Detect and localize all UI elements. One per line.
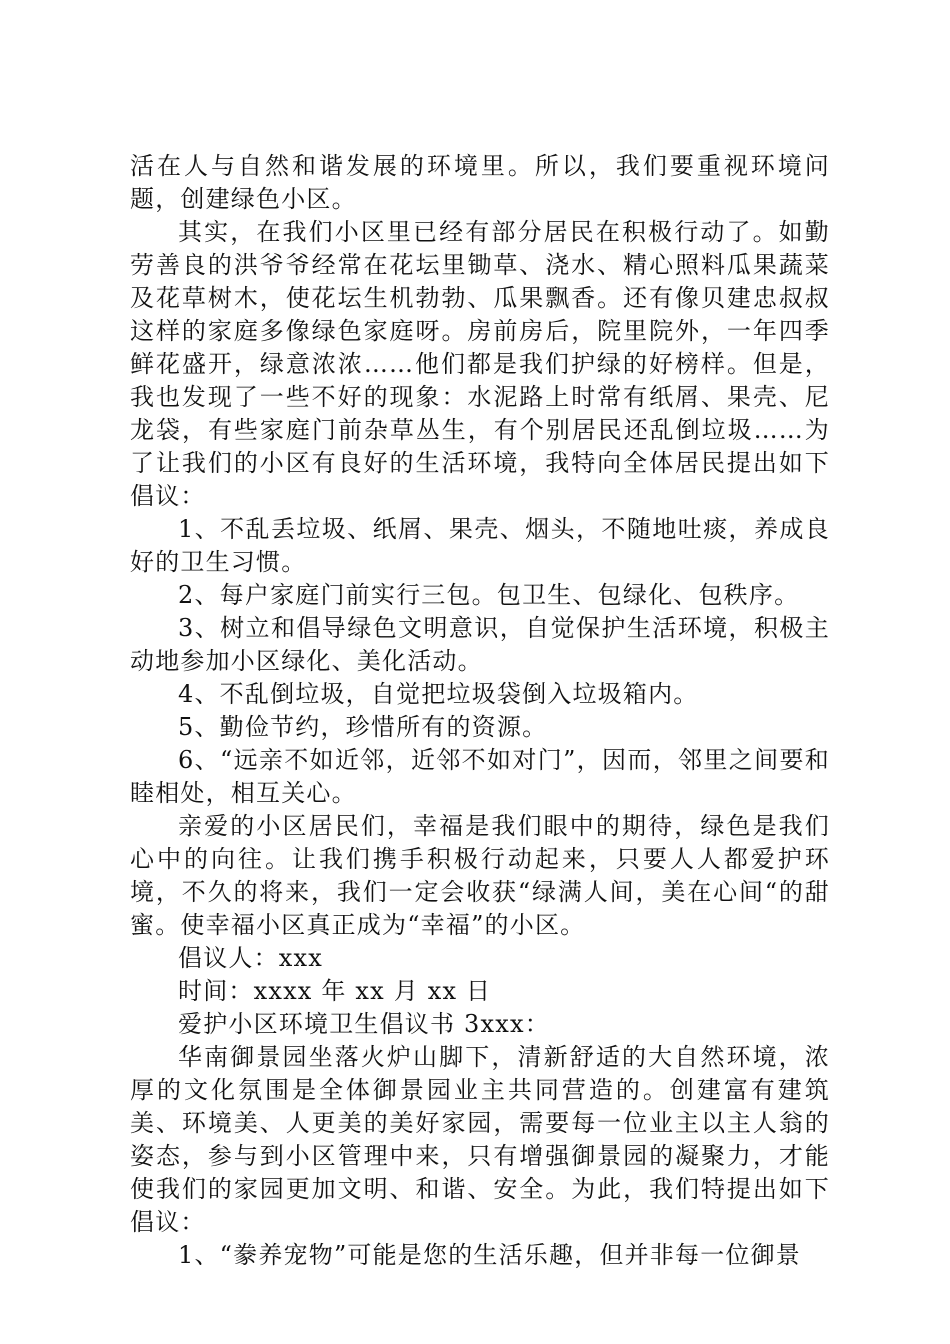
paragraph-closing: 亲爱的小区居民们，幸福是我们眼中的期待，绿色是我们心中的向往。让我们携手积极行动起来，只要人人都爱护环境，不久的将来，我们一定会收获“绿满人间，美在心间“的甜蜜。使幸福小区真正成为“幸福”的小区。 (130, 812, 830, 939)
date-line: 时间：xxxx 年 xx 月 xx 日 (178, 977, 492, 1005)
proposal-item-5: 5、勤俭节约，珍惜所有的资源。 (178, 713, 548, 741)
paragraph-intro-2: 华南御景园坐落火炉山脚下，清新舒适的大自然环境，浓厚的文化氛围是全体御景园业主共同营造的。创建富有建筑美、环境美、人更美的美好家园，需要每一位业主以主人翁的姿态，参与到小区管理中来，只有增强御景园的凝聚力，才能使我们的家园更加文明、和谐、安全。为此，我们特提出如下倡议： (130, 1043, 830, 1236)
proposal-item-2: 2、每户家庭门前实行三包。包卫生、包绿化、包秩序。 (178, 581, 800, 609)
proposal-item-4: 4、不乱倒垃圾，自觉把垃圾袋倒入垃圾箱内。 (178, 680, 699, 708)
paragraph-current-actions: 其实，在我们小区里已经有部分居民在积极行动了。如勤劳善良的洪爷爷经常在花坛里锄草、浇水、精心照料瓜果蔬菜及花草树木，使花坛生机勃勃、瓜果飘香。还有像贝建忠叔叔这样的家庭多像绿色家庭呀。房前房后，院里院外，一年四季鲜花盛开，绿意浓浓……他们都是我们护绿的好榜样。但是，我也发现了一些不好的现象：水泥路上时常有纸屑、果壳、尼龙袋，有些家庭门前杂草丛生，有个别居民还乱倒垃圾……为了让我们的小区有良好的生活环境，我特向全体居民提出如下倡议： (130, 218, 830, 510)
section-heading: 爱护小区环境卫生倡议书 3xxx： (178, 1010, 550, 1038)
proposal-item-3: 3、树立和倡导绿色文明意识，自觉保护生活环境，积极主动地参加小区绿化、美化活动。 (130, 614, 830, 675)
proposer-line: 倡议人：xxx (178, 944, 324, 972)
proposal-item-1: 1、不乱丢垃圾、纸屑、果壳、烟头，不随地吐痰，养成良好的卫生习惯。 (130, 515, 830, 576)
document-body (130, 150, 830, 1272)
proposal-item-6: 6、“远亲不如近邻，近邻不如对门”，因而，邻里之间要和睦相处，相互关心。 (130, 746, 830, 807)
paragraph-continuation: 活在人与自然和谐发展的环境里。所以，我们要重视环境问题，创建绿色小区。 (130, 152, 830, 213)
proposal-2-item-1: 1、“豢养宠物”可能是您的生活乐趣，但并非每一位御景 (178, 1241, 802, 1269)
